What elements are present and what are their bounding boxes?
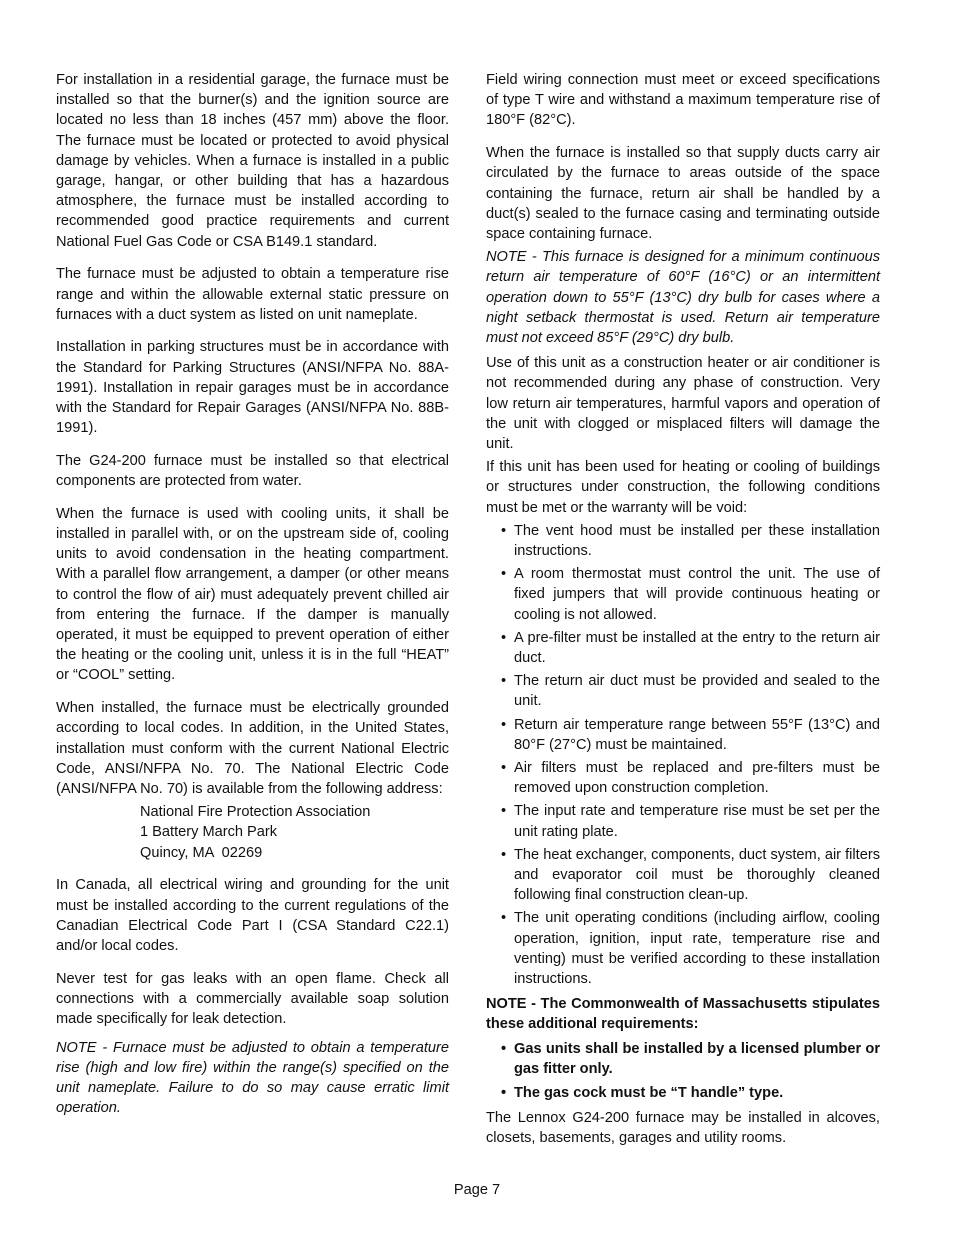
list-item-text: A room thermostat must control the unit. The use of fixed jumpers that will provide continuous heating or cooling is not allowed. bbox=[514, 566, 880, 623]
list-item bbox=[486, 845, 880, 906]
massachusetts-requirements-list bbox=[486, 1039, 880, 1104]
list-item bbox=[486, 715, 880, 755]
list-item bbox=[486, 1039, 880, 1079]
supply-ducts-paragraph: When the furnace is installed so that supply ducts carry air circulated by the furnace to areas outside of the space containing the furnace, return air shall be handled by a duct(s) sealed to the furnace casing and terminating outside space containing furnace. bbox=[486, 145, 880, 242]
page-number: Page 7 bbox=[453, 1182, 501, 1198]
massachusetts-note: NOTE - The Commonwealth of Massachusetts stipulates these additional requirements: bbox=[486, 996, 880, 1033]
list-item bbox=[486, 758, 880, 798]
list-item-text: The vent hood must be installed per these installation instructions. bbox=[514, 522, 880, 559]
right-column bbox=[486, 70, 880, 1161]
bullet-icon: • bbox=[501, 566, 507, 583]
bullet-icon: • bbox=[501, 522, 507, 539]
list-item-text: The unit operating conditions (including airflow, cooling operation, ignition, input rate, temperature rise and venting) must be verified according to these installation instructions. bbox=[514, 910, 880, 988]
gas-leak-paragraph: Never test for gas leaks with an open flame. Check all connections with a commercially available soap solution made specifically for leak detection. bbox=[56, 970, 449, 1028]
bullet-icon: • bbox=[501, 803, 507, 820]
bullet-icon: • bbox=[501, 846, 507, 863]
address-line-2: 1 Battery March Park bbox=[140, 824, 278, 841]
list-item bbox=[486, 564, 880, 625]
construction-conditions-list bbox=[486, 521, 880, 989]
list-item bbox=[486, 908, 880, 989]
installation-locations-paragraph: The Lennox G24-200 furnace may be installed in alcoves, closets, basements, garages and utility rooms. bbox=[486, 1110, 880, 1147]
electrical-components-paragraph: The G24-200 furnace must be installed so that electrical components are protected from water. bbox=[56, 452, 449, 490]
list-item-text: Air filters must be replaced and pre-filters must be removed upon construction completion. bbox=[514, 760, 880, 797]
warranty-conditions-paragraph: If this unit has been used for heating or cooling of buildings or structures under construction, the following conditions must be met or the warranty will be void: bbox=[486, 459, 880, 516]
list-item-text: A pre-filter must be installed at the entry to the return air duct. bbox=[514, 629, 880, 666]
canada-wiring-paragraph: In Canada, all electrical wiring and grounding for the unit must be installed according to the current regulations of the Canadian Electrical Code Part I (CSA Standard C22.1) and/or local codes. bbox=[56, 877, 449, 954]
construction-heater-paragraph: Use of this unit as a construction heater or air conditioner is not recommended during any phase of construction. Very low return air temperatures, harmful vapors and operation of the unit with clogged or misplaced filters will damage the unit. bbox=[486, 355, 880, 452]
list-item bbox=[486, 671, 880, 711]
bullet-icon: • bbox=[501, 1040, 507, 1057]
nfpa-address bbox=[140, 802, 449, 863]
list-item bbox=[486, 801, 880, 841]
bullet-icon: • bbox=[501, 910, 507, 927]
list-item bbox=[486, 521, 880, 561]
list-item-text: Return air temperature range between 55°F (13°C) and 80°F (27°C) must be maintained. bbox=[514, 716, 880, 753]
bullet-icon: • bbox=[501, 1085, 507, 1102]
left-column bbox=[56, 70, 449, 1124]
bullet-icon: • bbox=[501, 673, 507, 690]
list-item-text: Gas units shall be installed by a licensed plumber or gas fitter only. bbox=[514, 1040, 880, 1077]
electrical-grounding-paragraph: When installed, the furnace must be electrically grounded according to local codes. In addition, in the United States, installation must conform with the current National Electric Code, ANSI/NFPA No. 70. The National Electric Code (ANSI/NFPA No. 70) is available from the following address: bbox=[56, 700, 449, 797]
bullet-icon: • bbox=[501, 760, 507, 776]
bullet-icon: • bbox=[501, 629, 507, 646]
address-line-3: Quincy, MA 02269 bbox=[140, 844, 263, 861]
list-item-text: The heat exchanger, components, duct system, air filters and evaporator coil must be thoroughly cleaned following final construction clean-up. bbox=[514, 846, 880, 904]
list-item-text: The return air duct must be provided and sealed to the unit. bbox=[514, 673, 880, 710]
list-item-text: The gas cock must be “T handle” type. bbox=[514, 1085, 784, 1102]
address-line-1: National Fire Protection Association bbox=[140, 804, 371, 821]
bullet-icon: • bbox=[501, 716, 507, 733]
temperature-rise-paragraph: The furnace must be adjusted to obtain a temperature rise range and within the allowable external static pressure on furnaces with a duct system as listed on unit nameplate. bbox=[56, 266, 449, 323]
list-item-text: The input rate and temperature rise must be set per the unit rating plate. bbox=[514, 803, 880, 840]
list-item bbox=[486, 628, 880, 668]
cooling-units-paragraph: When the furnace is used with cooling units, it shall be installed in parallel with, or on the upstream side of, cooling units to avoid condensation in the heating compartment. With a parallel flow arrangement, a damper (or other means to control the flow of air) must adequately prevent chilled air from entering the furnace. If the damper is manually operated, it must be equipped to prevent operation of either the heating or the cooling unit, unless it is in the full “HEAT” or “COOL” setting. bbox=[56, 505, 449, 684]
parking-structures-paragraph: Installation in parking structures must be in accordance with the Standard for Parking Structures (ANSI/NFPA No. 88A-1991). Installation in repair garages must be in accordance with the Standard for Repair Garages (ANSI/NFPA No. 88B-1991). bbox=[56, 339, 449, 437]
return-air-note: NOTE - This furnace is designed for a minimum continuous return air temperature of 60°F (16°C) or an intermittent operation down to 55°F (13°C) dry bulb for cases where a night setback thermostat is used. Return air temperature must not exceed 85°F (29°C) dry bulb. bbox=[486, 249, 880, 346]
residential-garage-paragraph: For installation in a residential garage, the furnace must be installed so that the burner(s) and the ignition source are located no less than 18 inches (457 mm) above the floor. The furnace must be located or protected to avoid physical damage by vehicles. When a furnace is installed in a public garage, hangar, or other building that has a hazardous atmosphere, the furnace must be installed according to recommended good practice requirements and current National Fuel Gas Code or CSA B149.1 standard. bbox=[56, 72, 449, 250]
list-item bbox=[486, 1083, 880, 1103]
temperature-rise-note: NOTE - Furnace must be adjusted to obtain a temperature rise (high and low fire) within the range(s) specified on the unit nameplate. Failure to do so may cause erratic limit operation. bbox=[56, 1039, 449, 1117]
field-wiring-paragraph: Field wiring connection must meet or exceed specifications of type T wire and withstand a maximum temperature rise of 180°F (82°C). bbox=[486, 72, 880, 129]
